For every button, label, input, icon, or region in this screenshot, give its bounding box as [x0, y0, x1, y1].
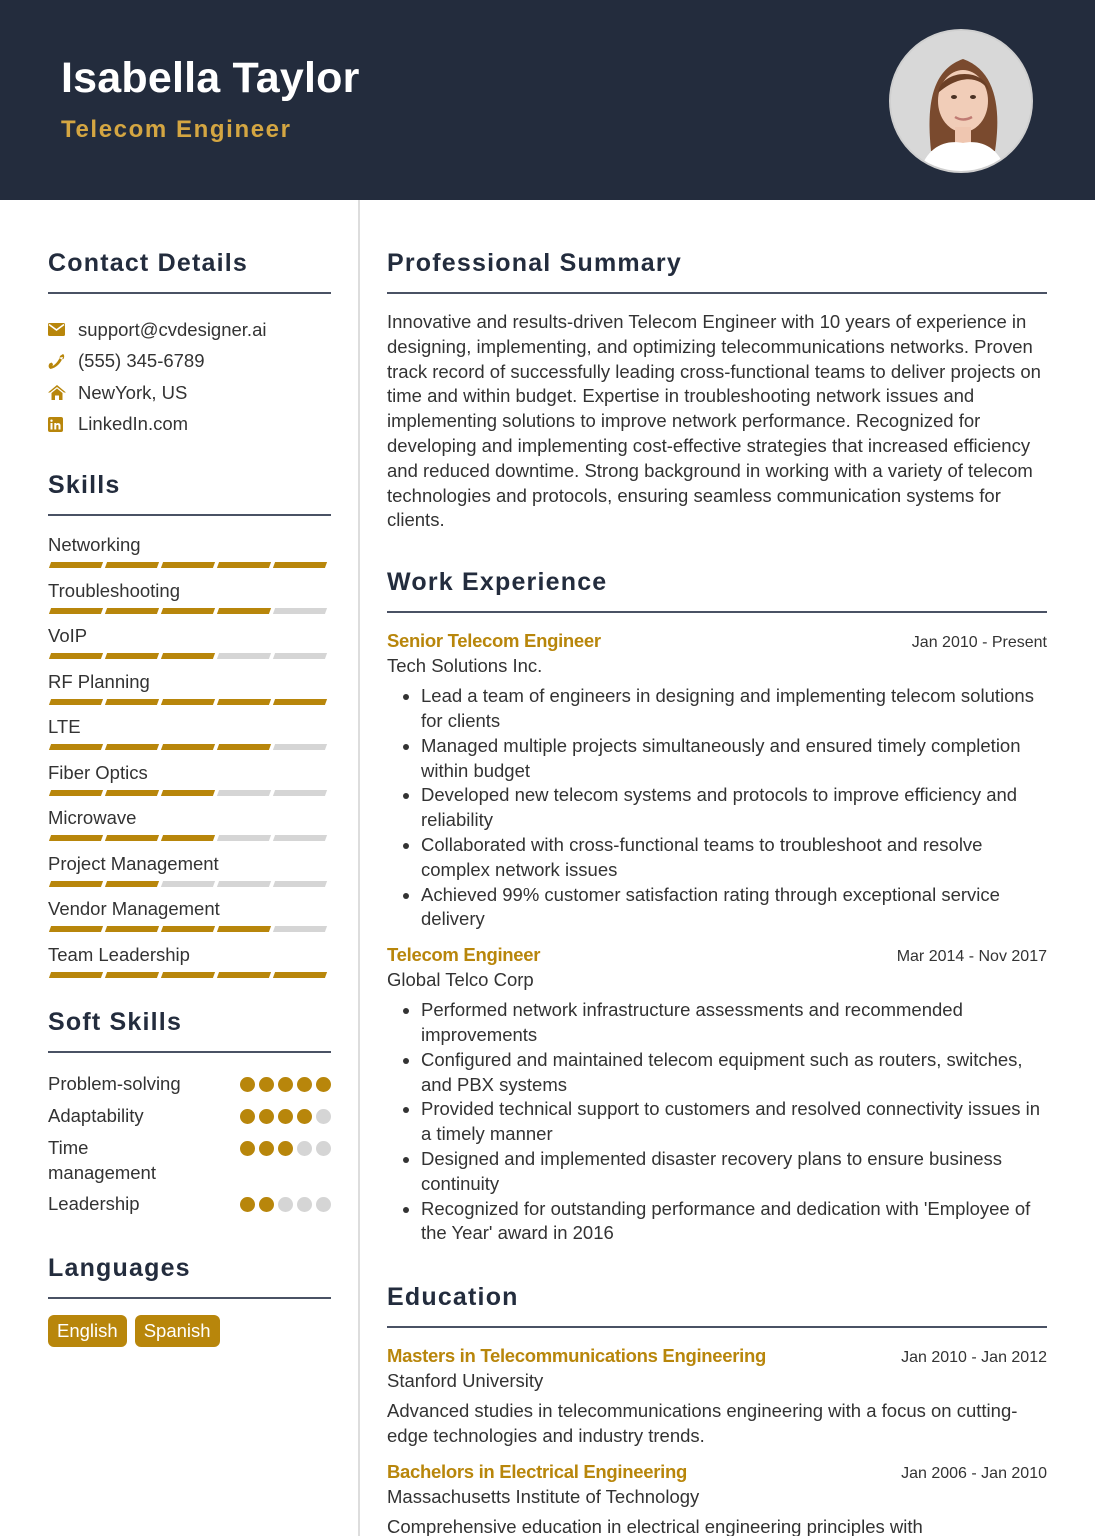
skill-rating-bar [48, 881, 331, 887]
rating-segment-filled [161, 699, 215, 705]
summary-section [387, 248, 1047, 533]
soft-skill-rating-dots [240, 1135, 331, 1156]
soft-skill-label: Problem-solving [48, 1073, 181, 1094]
section-title-skills: Skills [48, 471, 121, 499]
rating-segment-filled [161, 790, 215, 796]
job-company: Global Telco Corp [387, 969, 534, 991]
rating-segment-filled [161, 972, 215, 978]
section-title-summary: Professional Summary [387, 249, 682, 277]
school-name: Massachusetts Institute of Technology [387, 1485, 700, 1507]
section-title-languages: Languages [48, 1254, 191, 1282]
job-bullet: • Provided technical support to customers and resolved connectivity issues in a timely manner [421, 1097, 1047, 1147]
portrait-icon [891, 31, 1033, 173]
skill-label: Networking [48, 534, 141, 555]
skill-label: Team Leadership [48, 943, 190, 965]
job-bullets [387, 998, 1047, 1246]
rating-segment-filled [273, 699, 327, 705]
job-company: Tech Solutions Inc. [387, 655, 543, 677]
skill-item [48, 807, 331, 853]
column-divider [358, 200, 360, 1536]
rating-segment-filled [49, 926, 103, 932]
contact-email-text: support@cvdesigner.ai [78, 318, 267, 340]
job-bullet: • Recognized for outstanding performance and dedication with 'Employee of the Year' award in 2016 [421, 1197, 1047, 1247]
soft-skills-section [48, 1007, 331, 1223]
skill-rating-bar [48, 926, 331, 932]
rating-segment-empty [273, 608, 327, 614]
rating-segment-filled [217, 926, 271, 932]
rating-segment-empty [273, 881, 327, 887]
rating-dot-empty [316, 1109, 331, 1124]
rating-segment-filled [217, 562, 271, 568]
rating-segment-filled [217, 972, 271, 978]
rating-segment-filled [161, 926, 215, 932]
education-entry [387, 1461, 1047, 1536]
job-bullet: • Managed multiple projects simultaneously and ensured timely completion within budget [421, 734, 1047, 784]
contact-phone[interactable] [48, 346, 331, 378]
soft-skill-label: Time management [48, 1137, 156, 1183]
rating-dot-filled [240, 1141, 255, 1156]
soft-skill-item [48, 1135, 331, 1191]
skill-item [48, 716, 331, 762]
job-bullet: • Designed and implemented disaster recovery plans to ensure business continuity [421, 1147, 1047, 1197]
rating-segment-empty [217, 653, 271, 659]
job-entry [387, 630, 1047, 932]
language-badge: Spanish [135, 1315, 220, 1347]
contact-location [48, 377, 331, 409]
section-rule [387, 1326, 1047, 1328]
skill-label: VoIP [48, 625, 88, 646]
education-section [387, 1282, 1047, 1536]
rating-segment-filled [49, 608, 103, 614]
language-badge: English [48, 1315, 127, 1347]
rating-segment-empty [161, 881, 215, 887]
languages-section [48, 1253, 331, 1347]
section-rule [387, 611, 1047, 613]
contact-location-text: NewYork, US [78, 381, 188, 403]
main-column [387, 248, 1047, 1536]
education-description: Advanced studies in telecommunications engineering with a focus on cutting-edge technologies and industry trends. [387, 1400, 1018, 1446]
job-title: Senior Telecom Engineer [387, 630, 601, 652]
job-bullet: • Lead a team of engineers in designing and implementing telecom solutions for clients [421, 684, 1047, 734]
linkedin-icon [48, 417, 78, 432]
rating-segment-filled [161, 835, 215, 841]
skill-rating-bar [48, 608, 331, 614]
rating-dot-empty [278, 1197, 293, 1212]
rating-segment-filled [161, 653, 215, 659]
skill-rating-bar [48, 835, 331, 841]
skill-rating-bar [48, 562, 331, 568]
home-icon [48, 385, 78, 400]
skill-label: Fiber Optics [48, 761, 148, 783]
rating-dot-filled [278, 1141, 293, 1156]
skill-label: Troubleshooting [48, 579, 180, 601]
skill-item [48, 534, 331, 580]
rating-segment-empty [273, 653, 327, 659]
rating-segment-filled [49, 744, 103, 750]
rating-segment-filled [105, 926, 159, 932]
contact-phone-text: (555) 345-6789 [78, 350, 205, 372]
rating-segment-empty [273, 926, 327, 932]
rating-dot-filled [240, 1077, 255, 1092]
skill-item [48, 944, 331, 990]
job-bullet: • Collaborated with cross-functional teams to troubleshoot and resolve complex network issues [421, 833, 1047, 883]
rating-segment-filled [273, 562, 327, 568]
rating-segment-filled [105, 653, 159, 659]
rating-dot-filled [240, 1109, 255, 1124]
rating-segment-filled [49, 653, 103, 659]
rating-dot-empty [316, 1197, 331, 1212]
rating-segment-filled [49, 972, 103, 978]
rating-segment-filled [105, 744, 159, 750]
phone-icon [48, 353, 78, 370]
job-bullet: • Performed network infrastructure assessments and recommended improvements [421, 998, 1047, 1048]
soft-skill-label: Leadership [48, 1193, 140, 1214]
rating-segment-empty [217, 835, 271, 841]
rating-dot-filled [278, 1109, 293, 1124]
rating-segment-filled [49, 790, 103, 796]
school-name: Stanford University [387, 1370, 544, 1392]
skill-label: Microwave [48, 807, 137, 828]
rating-dot-empty [316, 1141, 331, 1156]
rating-dot-filled [278, 1077, 293, 1092]
rating-segment-filled [273, 972, 327, 978]
rating-dot-filled [240, 1197, 255, 1212]
rating-segment-empty [217, 881, 271, 887]
skills-list [48, 534, 331, 989]
degree-title: Masters in Telecommunications Engineering [387, 1345, 767, 1367]
skill-item [48, 898, 331, 944]
rating-dot-filled [316, 1077, 331, 1092]
soft-skill-rating-dots [240, 1191, 331, 1212]
soft-skill-rating-dots [240, 1071, 331, 1092]
section-rule [387, 292, 1047, 294]
rating-segment-filled [105, 881, 159, 887]
skill-rating-bar [48, 653, 331, 659]
skill-rating-bar [48, 790, 331, 796]
section-rule [48, 1051, 331, 1053]
skill-label: Project Management [48, 852, 219, 874]
job-date: Jan 2010 - Present [911, 634, 1047, 652]
job-bullet: • Configured and maintained telecom equipment such as routers, switches, and PBX systems [421, 1048, 1047, 1098]
education-date: Jan 2006 - Jan 2010 [901, 1464, 1047, 1482]
skill-rating-bar [48, 699, 331, 705]
soft-skill-item [48, 1103, 331, 1135]
skill-label: Vendor Management [48, 898, 220, 919]
soft-skill-label: Adaptability [48, 1105, 144, 1126]
rating-segment-filled [161, 562, 215, 568]
rating-dot-filled [259, 1141, 274, 1156]
job-entry [387, 944, 1047, 1246]
summary-text: Innovative and results-driven Telecom Engineer with 10 years of experience in designing, implementing, and optimizing telecommunications networks. Proven track record of successfully leading cross-functional teams to deliver projects on time and within budget. Expertise in troubleshooting network issues and implementing solutions to improve network performance. Recognized for developing and implementing cost-effective strategies that increased efficiency and reduced downtime. Strong background in working with a variety of telecom technologies and protocols, ensuring seamless communication systems for clients. [387, 311, 1041, 531]
skill-label: RF Planning [48, 670, 150, 692]
education-entry [387, 1345, 1047, 1449]
skills-section [48, 470, 331, 989]
experience-section [387, 567, 1047, 1246]
rating-segment-filled [105, 562, 159, 568]
rating-segment-filled [49, 562, 103, 568]
contact-email[interactable] [48, 314, 331, 346]
soft-skill-item [48, 1191, 331, 1223]
section-title-contact: Contact Details [48, 249, 248, 277]
rating-dot-empty [297, 1197, 312, 1212]
soft-skill-item [48, 1071, 331, 1103]
skill-rating-bar [48, 744, 331, 750]
job-title: Telecom Engineer [387, 944, 541, 966]
education-date: Jan 2010 - Jan 2012 [901, 1349, 1047, 1367]
section-rule [48, 514, 331, 516]
rating-dot-filled [297, 1109, 312, 1124]
section-title-soft-skills: Soft Skills [48, 1008, 183, 1036]
contact-section [48, 248, 331, 440]
section-title-education: Education [387, 1283, 519, 1312]
rating-segment-empty [217, 790, 271, 796]
skill-item [48, 671, 331, 717]
sidebar [48, 248, 331, 1347]
skill-item [48, 853, 331, 899]
rating-dot-filled [297, 1077, 312, 1092]
degree-title: Bachelors in Electrical Engineering [387, 1460, 687, 1482]
candidate-name: Isabella Taylor [61, 54, 360, 102]
job-bullet: • Developed new telecom systems and protocols to improve efficiency and reliability [421, 783, 1047, 833]
section-title-experience: Work Experience [387, 568, 608, 597]
section-rule [48, 292, 331, 294]
rating-segment-empty [273, 790, 327, 796]
rating-segment-filled [161, 608, 215, 614]
rating-segment-filled [49, 699, 103, 705]
rating-segment-filled [105, 835, 159, 841]
contact-linkedin-text: LinkedIn.com [78, 413, 189, 435]
rating-segment-filled [161, 744, 215, 750]
profile-photo [889, 29, 1033, 173]
rating-segment-empty [273, 744, 327, 750]
rating-segment-filled [49, 835, 103, 841]
rating-dot-filled [259, 1197, 274, 1212]
rating-segment-filled [217, 608, 271, 614]
rating-segment-filled [105, 699, 159, 705]
rating-segment-filled [217, 699, 271, 705]
job-date: Mar 2014 - Nov 2017 [896, 948, 1047, 966]
skill-item [48, 625, 331, 671]
envelope-icon [48, 323, 78, 336]
contact-linkedin[interactable] [48, 409, 331, 441]
rating-segment-filled [105, 608, 159, 614]
soft-skill-rating-dots [240, 1103, 331, 1124]
rating-segment-filled [217, 744, 271, 750]
rating-dot-empty [297, 1141, 312, 1156]
job-bullets [387, 684, 1047, 932]
job-bullet: • Achieved 99% customer satisfaction rating through exceptional service delivery [421, 883, 1047, 933]
candidate-role: Telecom Engineer [61, 116, 292, 143]
skill-label: LTE [48, 716, 81, 737]
rating-segment-filled [105, 790, 159, 796]
rating-segment-filled [49, 881, 103, 887]
skill-item [48, 762, 331, 808]
rating-segment-filled [105, 972, 159, 978]
resume-header [0, 0, 1095, 200]
rating-dot-filled [259, 1077, 274, 1092]
rating-dot-filled [259, 1109, 274, 1124]
education-description: Comprehensive education in electrical engineering principles with [387, 1515, 923, 1536]
skill-rating-bar [48, 972, 331, 978]
skill-item [48, 580, 331, 626]
section-rule [48, 1297, 331, 1299]
rating-segment-empty [273, 835, 327, 841]
